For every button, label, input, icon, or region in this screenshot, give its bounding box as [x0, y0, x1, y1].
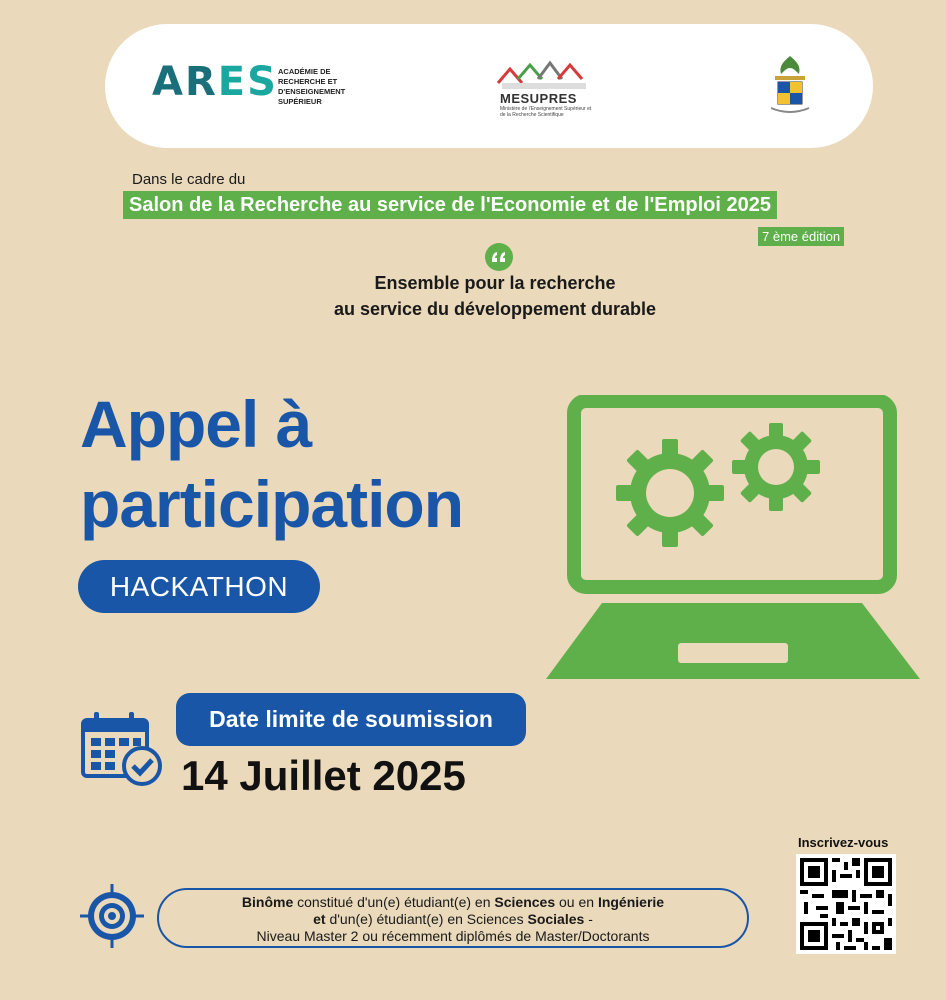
laptop-gears-icon: [540, 395, 925, 687]
calendar-check-icon: [80, 710, 164, 786]
eligibility-box: [157, 888, 749, 948]
eligibility-line-2: et d'un(e) étudiant(e) en Sciences Sociales -: [313, 911, 593, 927]
mesupres-logo-text: MESUPRES: [500, 91, 577, 106]
context-intro: Dans le cadre du: [132, 171, 246, 188]
ares-logo: ARES: [152, 59, 278, 105]
slogan-line-2: au service du développement durable: [333, 299, 657, 319]
mesupres-caption: Ministère de l'Enseignement Supérieur et de la Recherche Scientifique: [500, 106, 592, 118]
ares-caption: ACADÉMIE DE RECHERCHE ET D'ENSEIGNEMENT SUPÉRIEUR: [278, 67, 346, 106]
quote-icon: [484, 242, 514, 272]
eligibility-line-1: Binôme constitué d'un(e) étudiant(e) en Sciences ou en Ingénierie: [241, 894, 665, 910]
target-icon: [80, 884, 144, 948]
coat-of-arms-icon: [765, 52, 815, 122]
headline-line-1: Appel à: [80, 387, 312, 461]
headline-line-2: participation: [80, 467, 464, 541]
eligibility-line-3: Niveau Master 2 ou récemment diplômés de Master/Doctorants: [256, 928, 650, 944]
slogan: [250, 270, 740, 322]
deadline-date: 14 Juillet 2025: [181, 752, 466, 799]
hackathon-badge: HACKATHON: [78, 560, 320, 613]
slogan-line-1: Ensemble pour la recherche: [374, 273, 616, 293]
event-title-banner: Salon de la Recherche au service de l'Economie et de l'Emploi 2025: [123, 191, 777, 219]
edition-badge: 7 ème édition: [758, 227, 844, 246]
headline: [80, 384, 550, 544]
register-label: Inscrivez-vous: [798, 835, 889, 850]
deadline-label: Date limite de soumission: [176, 693, 526, 746]
qr-code[interactable]: [796, 854, 896, 954]
